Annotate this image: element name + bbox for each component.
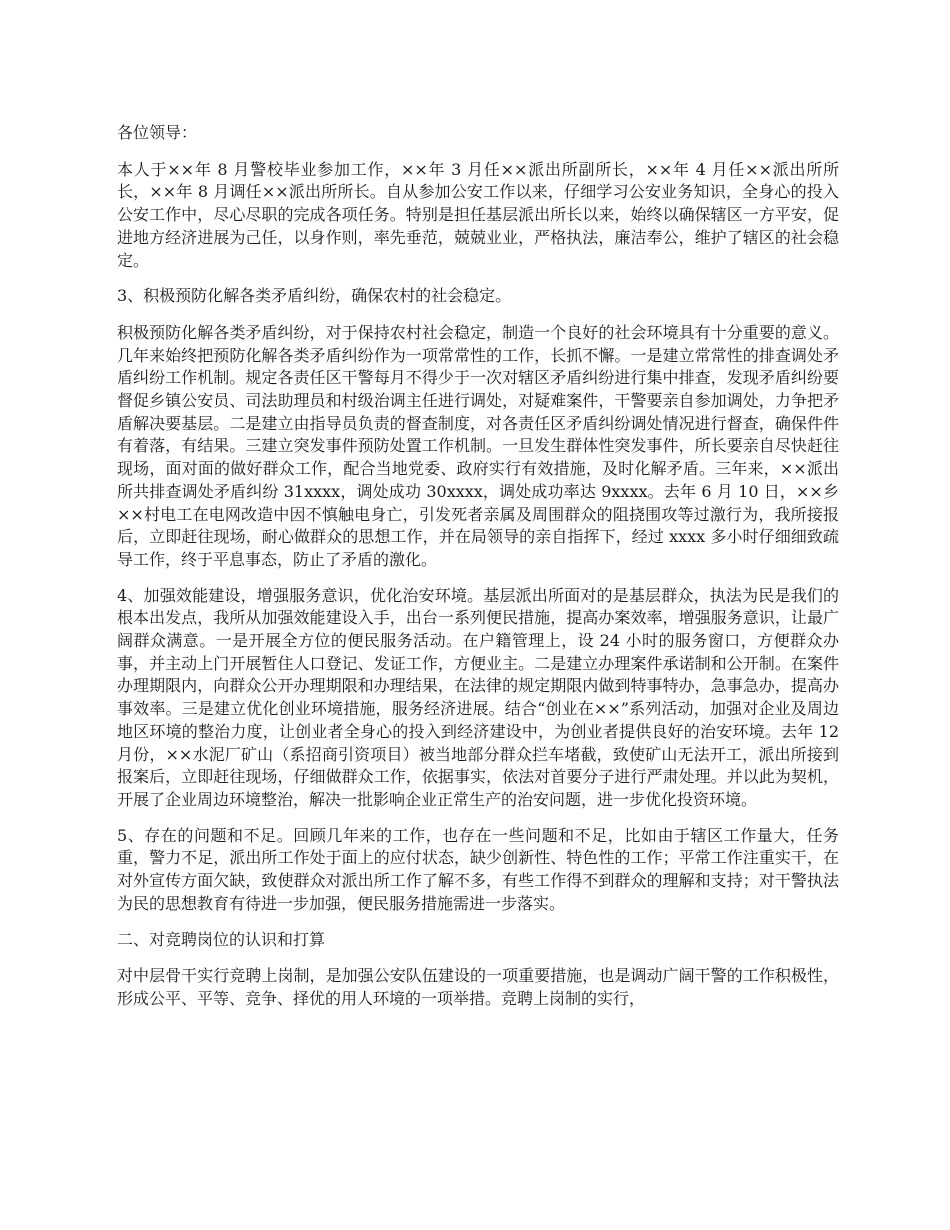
section-heading-3: 3、积极预防化解各类矛盾纠纷，确保农村的社会稳定。 (117, 286, 512, 306)
document-page (117, 122, 839, 1024)
intro-paragraph: 本人于××年 8 月警校毕业参加工作，××年 3 月任××派出所副所长，××年 4 月任××派出所所长，××年 8 月调任××派出所所长。自从参加公安工作以来，仔细学习公安业务知识，全身心的投入公安工作中，尽心尽职的完成各项任务。特别是担任基层派出所长以来，始终以确保辖区一方平安，促进地方经济进展为己任，以身作则，率先垂范，兢兢业业，严格执法，廉洁奉公，维护了辖区的社会稳定。 (117, 159, 839, 270)
section-heading-2: 二、对竞聘岗位的认识和打算 (117, 929, 326, 949)
closing-paragraph: 对中层骨干实行竞聘上岗制，是加强公安队伍建设的一项重要措施，也是调动广阔干警的工作积极性，形成公平、平等、竞争、择优的用人环境的一项举措。竞聘上岗制的实行， (117, 966, 839, 1008)
section-5-body: 5、存在的问题和不足。回顾几年来的工作，也存在一些问题和不足，比如由于辖区工作量大，任务重，警力不足，派出所工作处于面上的应付状态，缺少创新性、特色性的工作；平常工作注重实干，在对外宣传方面欠缺，致使群众对派出所工作了解不多，有些工作得不到群众的理解和支持；对干警执法为民的思想教育有待进一步加强，便民服务措施需进一步落实。 (117, 825, 839, 913)
section-3-body: 积极预防化解各类矛盾纠纷，对于保持农村社会稳定，制造一个良好的社会环境具有十分重要的意义。几年来始终把预防化解各类矛盾纠纷作为一项常常性的工作，长抓不懈。一是建立常常性的排查调处矛盾纠纷工作机制。规定各责任区干警每月不得少于一次对辖区矛盾纠纷进行集中排查，发现矛盾纠纷要督促乡镇公安员、司法助理员和村级治调主任进行调处，对疑难案件，干警要亲自参加调处，力争把矛盾解决要基层。二是建立由指导员负责的督查制度，对各责任区矛盾纠纷调处情况进行督查，确保件件有着落，有结果。三建立突发事件预防处置工作机制。一旦发生群体性突发事件，所长要亲自尽快赶往现场，面对面的做好群众工作，配合当地党委、政府实行有效措施，及时化解矛盾。三年来，××派出所共排查调处矛盾纠纷 31xxxx，调处成功 30xxxx，调处成功率达 9xxxx。去年 6 月 10 日，××乡××村电工在电网改造中因不慎触电身亡，引发死者亲属及周围群众的阻挠围攻等过激行为，我所接报后，立即赶往现场，耐心做群众的思想工作，并在局领导的亲自指挥下，经过 xxxx 多小时仔细细致疏导工作，终于平息事态，防止了矛盾的激化。 (117, 322, 839, 569)
section-4-body: 4、加强效能建设，增强服务意识，优化治安环境。基层派出所面对的是基层群众，执法为民是我们的根本出发点，我所从加强效能建设入手，出台一系列便民措施，提高办案效率，增强服务意识，让最广阔群众满意。一是开展全方位的便民服务活动。在户籍管理上，设 24 小时的服务窗口，方便群众办事，并主动上门开展暂住人口登记、发证工作，方便业主。二是建立办理案件承诺制和公开制。在案件办理期限内，向群众公开办理期限和办理结果，在法律的规定期限内做到特事特办，急事急办，提高办事效率。三是建立优化创业环境措施，服务经济进展。结合“创业在××”系列活动，加强对企业及周边地区环境的整治力度，让创业者全身心的投入到经济建设中，为创业者提供良好的治安环境。去年 12 月份，××水泥厂矿山（系招商引资项目）被当地部分群众拦车堵截，致使矿山无法开工，派出所接到报案后，立即赶往现场，仔细做群众工作，依据事实，依法对首要分子进行严肃处理。并以此为契机，开展了企业周边环境整治，解决一批影响企业正常生产的治安问题，进一步优化投资环境。 (117, 585, 839, 809)
salutation: 各位领导： (117, 123, 198, 142)
